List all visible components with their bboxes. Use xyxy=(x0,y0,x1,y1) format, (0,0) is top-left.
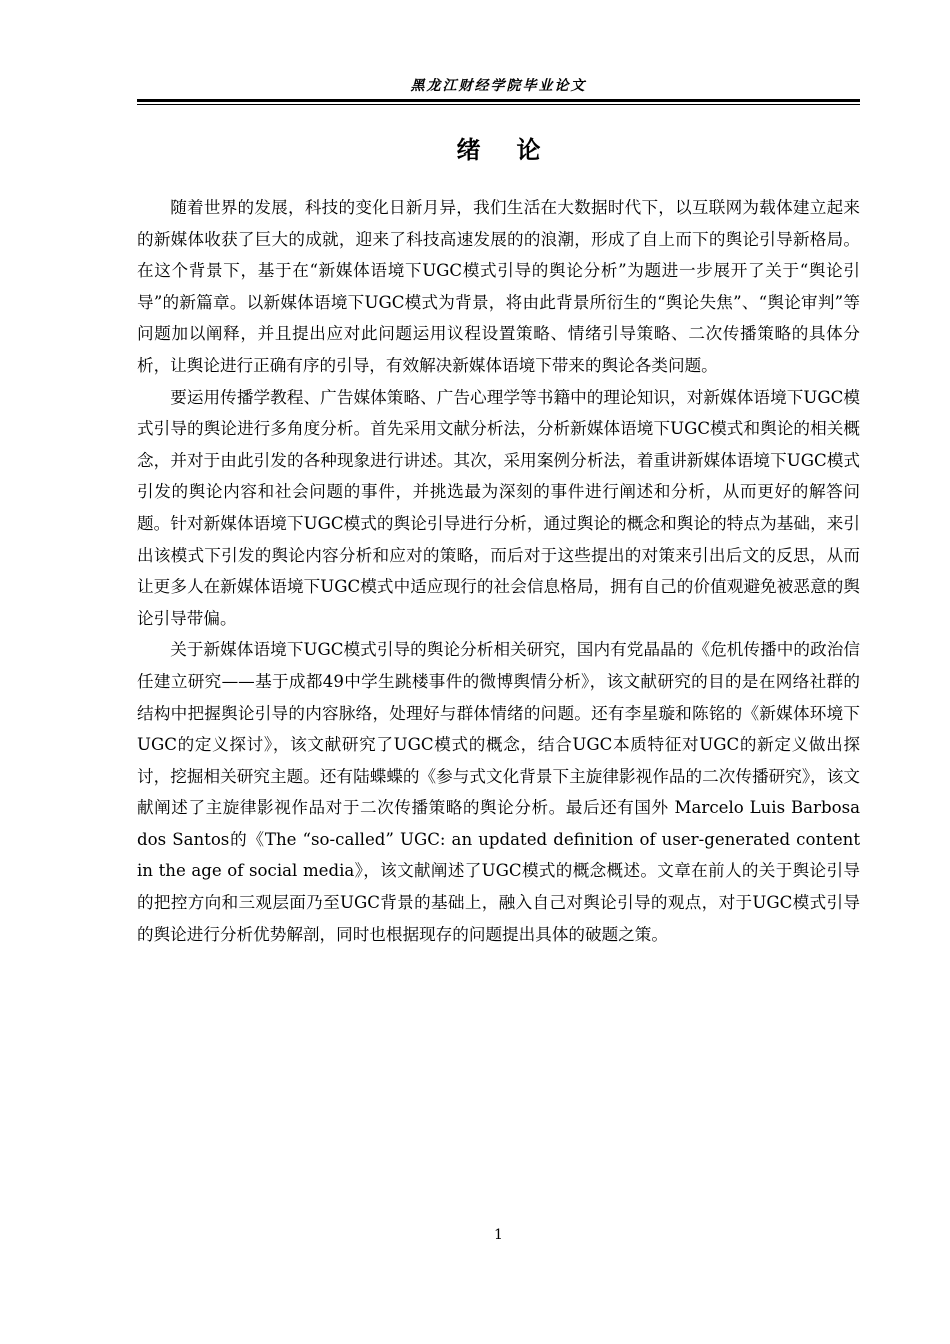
paragraph-1: 随着世界的发展，科技的变化日新月异，我们生活在大数据时代下，以互联网为载体建立起来的新媒体收获了巨大的成就，迎来了科技高速发展的的浪潮，形成了自上而下的舆论引导新格局。在这个背景下，基于在“新媒体语境下UGC模式引导的舆论分析”为题进一步展开了关于“舆论引导”的新篇章。以新媒体语境下UGC模式为背景，将由此背景所衍生的“舆论失焦”、“舆论审判”等问题加以阐释，并且提出应对此问题运用议程设置策略、情绪引导策略、二次传播策略的具体分析，让舆论进行正确有序的引导，有效解决新媒体语境下带来的舆论各类问题。 xyxy=(137,198,860,375)
header-rule-thick xyxy=(137,99,860,102)
paragraph-2: 要运用传播学教程、广告媒体策略、广告心理学等书籍中的理论知识，对新媒体语境下UGC模式引导的舆论进行多角度分析。首先采用文献分析法，分析新媒体语境下UGC模式和舆论的相关概念，并对于由此引发的各种现象进行讲述。其次，采用案例分析法，着重讲新媒体语境下UGC模式引发的舆论内容和社会问题的事件，并挑选最为深刻的事件进行阐述和分析，从而更好的解答问题。针对新媒体语境下UGC模式的舆论引导进行分析，通过舆论的概念和舆论的特点为基础，来引出该模式下引发的舆论内容分析和应对的策略，而后对于这些提出的对策来引出后文的反思，从而让更多人在新媒体语境下UGC模式中适应现行的社会信息格局，拥有自己的价值观避免被恶意的舆论引导带偏。 xyxy=(137,387,860,628)
header-rule-thin xyxy=(137,104,860,105)
running-header: 黑龙江财经学院毕业论文 xyxy=(410,78,587,94)
body-text xyxy=(137,192,860,950)
chapter-title: 绪论 xyxy=(456,135,577,164)
page-number: 1 xyxy=(494,1227,503,1243)
paragraph-3: 关于新媒体语境下UGC模式引导的舆论分析相关研究，国内有党晶晶的《危机传播中的政治信任建立研究——基于成都49中学生跳楼事件的微博舆情分析》，该文献研究的目的是在网络社群的结构中把握舆论引导的内容脉络，处理好与群体情绪的问题。还有李星璇和陈铭的《新媒体环境下UGC的定义探讨》，该文献研究了UGC模式的概念，结合UGC本质特征对UGC的新定义做出探讨，挖掘相关研究主题。还有陆蝶蝶的《参与式文化背景下主旋律影视作品的二次传播研究》，该文献阐述了主旋律影视作品对于二次传播策略的舆论分析。最后还有国外 Marcelo Luis Barbosa dos Santos的《The “so-called” UGC: an updated definition of user-generated content in the age of social media》，该文献阐述了UGC模式的概念概述。文章在前人的关于舆论引导的把控方向和三观层面乃至UGC背景的基础上，融入自己对舆论引导的观点，对于UGC模式引导的舆论进行分析优势解剖，同时也根据现存的问题提出具体的破题之策。 xyxy=(137,640,860,944)
